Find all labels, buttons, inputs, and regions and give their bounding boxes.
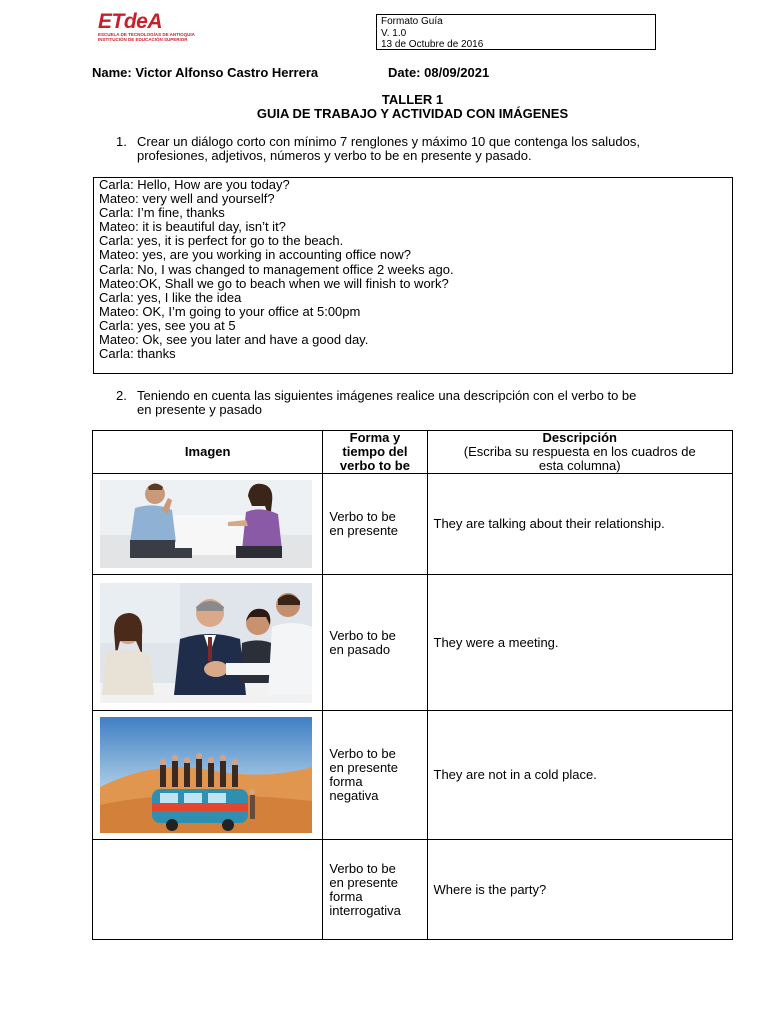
header-form: Forma y tiempo del verbo to be <box>323 431 427 474</box>
dialog-line: Mateo: yes, are you working in accounting office now? <box>99 247 411 263</box>
format-box <box>376 14 656 50</box>
dialog-line: Carla: I’m fine, thanks <box>99 205 225 221</box>
dialog-box <box>93 177 733 374</box>
document-date: Date: 08/09/2021 <box>388 65 490 80</box>
description-cell: They are talking about their relationship. <box>427 474 732 575</box>
form-cell: Verbo to be en pasado <box>323 575 427 711</box>
table-row <box>93 474 733 575</box>
question-2 <box>116 389 736 419</box>
table-row <box>93 711 733 840</box>
table-row <box>93 575 733 711</box>
form-cell: Verbo to be en presente forma interrogativa <box>323 840 427 940</box>
question-2-line-2: en presente y pasado <box>137 402 263 417</box>
table-header-row <box>93 431 733 474</box>
institution-logo <box>98 12 198 44</box>
dialog-line: Carla: thanks <box>99 346 176 362</box>
question-2-line-1: Teniendo en cuenta las siguientes imágenes realice una descripción con el verbo to be <box>137 388 637 403</box>
dialog-line: Carla: yes, see you at 5 <box>99 317 236 333</box>
logo-subtitle-2: INSTITUCIÓN DE EDUCACIÓN SUPERIOR <box>98 37 188 42</box>
dialog-line: Carla: No, I was changed to management office 2 weeks ago. <box>99 261 454 277</box>
description-cell: They were a meeting. <box>427 575 732 711</box>
logo-wordmark: ETdeA <box>98 10 163 33</box>
desert-van-photo <box>100 717 312 833</box>
question-2-number: 2. <box>116 388 127 403</box>
dialog-line: Mateo: OK, I’m going to your office at 5:00pm <box>99 303 361 319</box>
dialog-line: Mateo: it is beautiful day, isn’t it? <box>99 219 286 235</box>
description-cell: Where is the party? <box>427 840 732 940</box>
question-1-line-1: Crear un diálogo corto con mínimo 7 renglones y máximo 10 que contenga los saludos, <box>137 134 640 149</box>
dialog-line: Carla: Hello, How are you today? <box>99 177 290 192</box>
image-cell <box>93 711 323 840</box>
image-cell <box>93 575 323 711</box>
form-cell: Verbo to be en presente forma negativa <box>323 711 427 840</box>
question-1 <box>116 135 736 165</box>
header-description: Descripción (Escriba su respuesta en los cuadros de esta columna) <box>427 431 732 474</box>
dialog-line: Carla: yes, it is perfect for go to the beach. <box>99 233 344 249</box>
format-title: Formato Guía <box>381 16 443 27</box>
dialog-line: Carla: yes, I like the idea <box>99 289 242 305</box>
answer-table <box>92 430 733 940</box>
student-name: Name: Victor Alfonso Castro Herrera <box>92 65 319 80</box>
table-row <box>93 840 733 940</box>
format-date: 13 de Octubre de 2016 <box>381 39 484 50</box>
question-1-line-2: profesiones, adjetivos, números y verbo to be en presente y pasado. <box>137 148 532 163</box>
image-cell-empty <box>93 840 323 940</box>
image-cell <box>93 474 323 575</box>
dialog-line: Mateo: very well and yourself? <box>99 191 275 207</box>
description-cell: They are not in a cold place. <box>427 711 732 840</box>
couple-talking-photo <box>100 480 312 568</box>
header-image: Imagen <box>93 431 323 474</box>
business-meeting-photo <box>100 583 312 703</box>
question-1-number: 1. <box>116 134 127 149</box>
document-title: TALLER 1 <box>381 92 444 107</box>
dialog-line: Mateo: Ok, see you later and have a good day. <box>99 332 369 348</box>
logo-subtitle-1: ESCUELA DE TECNOLOGÍAS DE ANTIOQUIA <box>98 32 195 37</box>
document-subtitle: GUIA DE TRABAJO Y ACTIVIDAD CON IMÁGENES <box>256 106 569 121</box>
format-version: V. 1.0 <box>381 27 407 39</box>
dialog-line: Mateo:OK, Shall we go to beach when we will finish to work? <box>99 275 449 291</box>
form-cell: Verbo to be en presente <box>323 474 427 575</box>
